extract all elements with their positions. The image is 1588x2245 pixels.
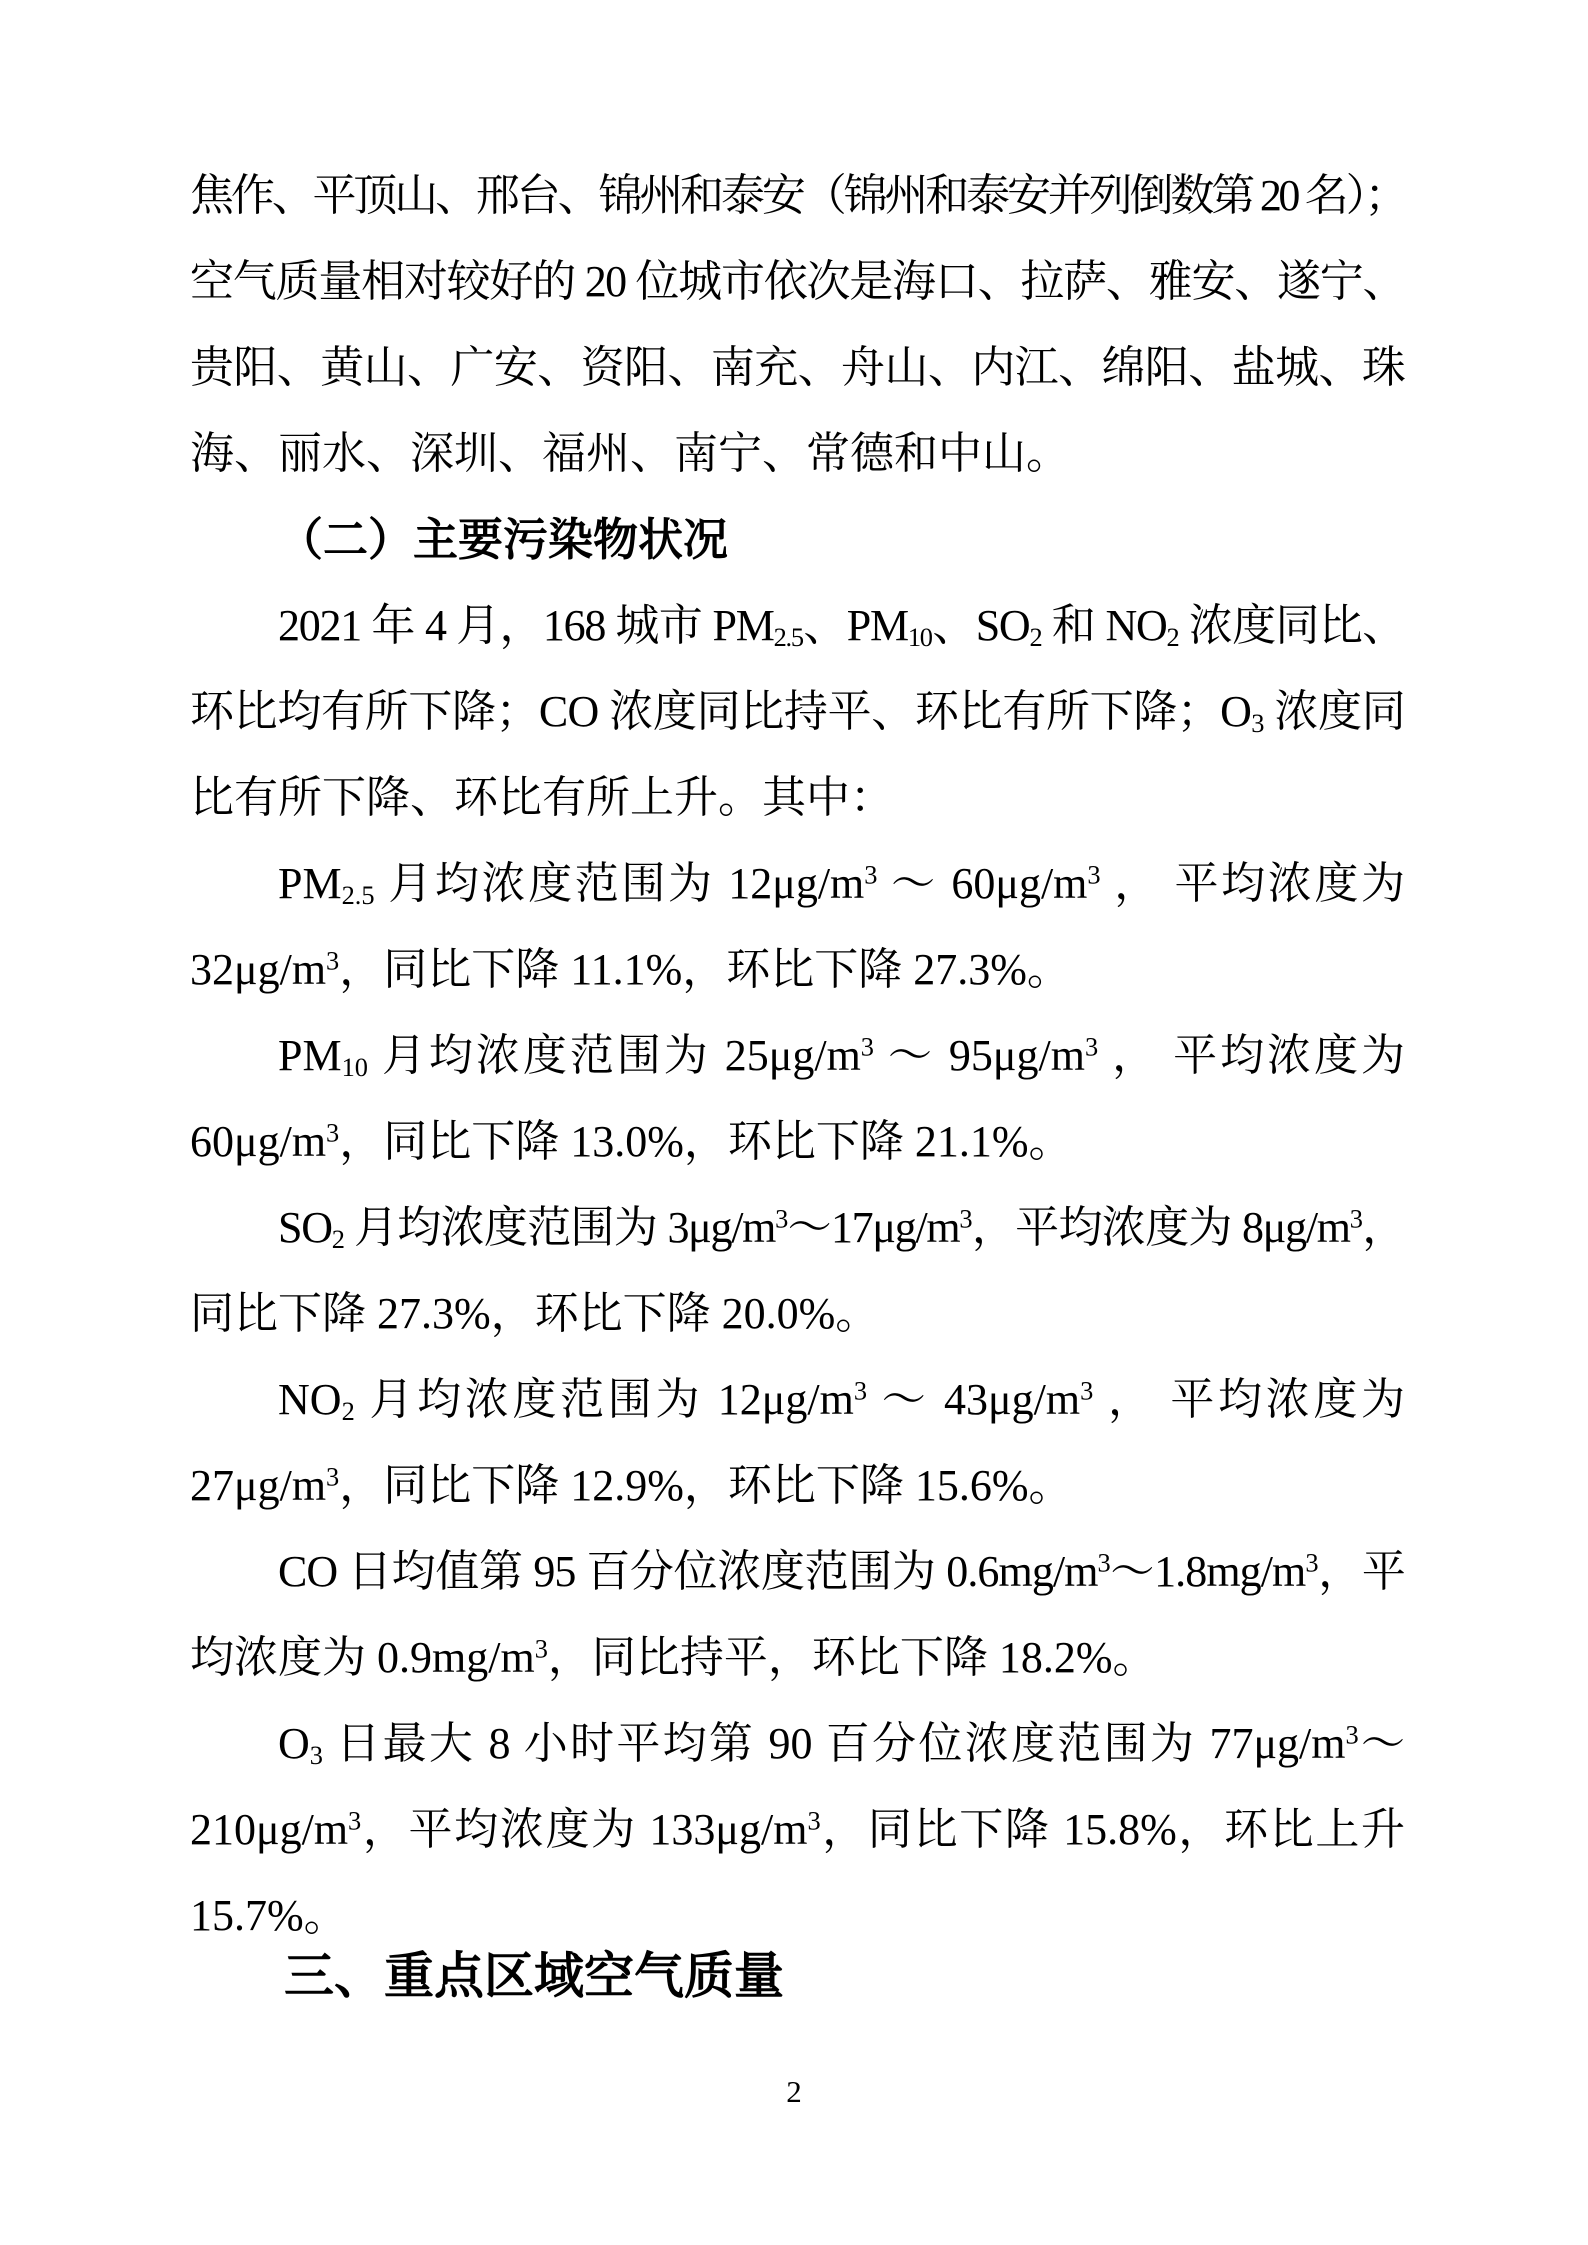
superscript: 3 bbox=[1080, 1375, 1094, 1406]
text-line: 比有所下降、环比有所上升。其中： bbox=[190, 773, 894, 822]
superscript: 3 bbox=[534, 1633, 548, 1664]
text-line: （二）主要污染物状况 bbox=[278, 514, 729, 565]
subscript: 3 bbox=[1251, 707, 1264, 738]
superscript: 3 bbox=[1345, 1719, 1359, 1750]
text-line: $27\mu g/m^3$，同比下降 12.9%，环比下降 15.6%。 bbox=[190, 1461, 1073, 1510]
superscript: 3 bbox=[853, 1375, 868, 1406]
subsection-heading bbox=[190, 497, 1405, 583]
text-line: 空气质量相对较好的 20 位城市依次是海口、拉萨、雅安、遂宁、 bbox=[190, 257, 1405, 306]
superscript: 3 bbox=[959, 1203, 972, 1234]
page-footer bbox=[0, 2072, 1588, 2112]
subscript: 10 bbox=[341, 1051, 368, 1082]
subscript: 2.5 bbox=[773, 621, 803, 652]
document-body bbox=[190, 153, 1405, 2019]
superscript: 3 bbox=[326, 1461, 340, 1492]
superscript: 3 bbox=[860, 1031, 874, 1062]
text-line: $PM_{10}$ 月均浓度范围为 $25\mu g/m^3$ ～ $95\mu g/m^3$ ， 平均浓度为 bbox=[278, 1031, 1405, 1082]
text-line: $32\mu g/m^3$，同比下降 11.1%，环比下降 27.3%。 bbox=[190, 945, 1071, 994]
page-number: 2 bbox=[786, 2074, 802, 2109]
text-line: $PM_{2.5}$ 月均浓度范围为 $12\mu g/m^3$ ～ $60\mu g/m^3$ ， 平均浓度为 bbox=[278, 859, 1405, 910]
paragraph bbox=[190, 1701, 1405, 1959]
subscript: 10 bbox=[907, 621, 932, 652]
text-line: 均浓度为 $0.9mg/m^3$，同比持平，环比下降 18.2%。 bbox=[190, 1633, 1157, 1682]
superscript: 3 bbox=[1097, 1547, 1110, 1578]
paragraph bbox=[190, 1013, 1405, 1185]
text-line: 2021 年 4 月，168 城市 $PM_{2.5}$、$PM_{10}$、$SO_2$ 和 $NO_2$ 浓度同比、 bbox=[278, 601, 1405, 652]
superscript: 3 bbox=[775, 1203, 788, 1234]
superscript: 3 bbox=[1087, 859, 1101, 890]
text-line: 三、重点区域空气质量 bbox=[284, 1948, 784, 2004]
subscript: 2 bbox=[331, 1223, 344, 1254]
superscript: 3 bbox=[1349, 1203, 1362, 1234]
text-line: $210\mu g/m^3$，平均浓度为 $133\mu g/m^3$，同比下降 15.8%，环比上升 bbox=[190, 1805, 1405, 1854]
subscript: 2 bbox=[1166, 621, 1179, 652]
paragraph bbox=[190, 1185, 1405, 1357]
paragraph bbox=[190, 153, 1405, 497]
text-line: 贵阳、黄山、广安、资阳、南充、舟山、内江、绵阳、盐城、珠 bbox=[190, 343, 1405, 392]
text-line: 15.7%。 bbox=[190, 1891, 348, 1940]
superscript: 3 bbox=[1305, 1547, 1318, 1578]
superscript: 3 bbox=[326, 945, 340, 976]
text-line: CO 日均值第 95 百分位浓度范围为 $0.6mg/m^3\sim 1.8mg/m^3$，平 bbox=[278, 1547, 1405, 1596]
superscript: 3 bbox=[864, 859, 878, 890]
text-line: 海、丽水、深圳、福州、南宁、常德和中山。 bbox=[190, 429, 1070, 478]
subscript: 2 bbox=[1029, 621, 1042, 652]
text-line: $O_3$ 日最大 8 小时平均第 90 百分位浓度范围为 $77\mu g/m^3\sim$ bbox=[278, 1719, 1405, 1770]
subscript: 3 bbox=[309, 1739, 323, 1770]
text-line: 焦作、平顶山、邢台、锦州和泰安（锦州和泰安并列倒数第 20 名）； bbox=[190, 171, 1405, 220]
subscript: 2.5 bbox=[341, 879, 375, 910]
superscript: 3 bbox=[326, 1117, 340, 1148]
text-line: $60\mu g/m^3$，同比下降 13.0%，环比下降 21.1%。 bbox=[190, 1117, 1073, 1166]
text-line: 环比均有所下降；CO 浓度同比持平、环比有所下降；$O_3$ 浓度同 bbox=[190, 687, 1405, 738]
subscript: 2 bbox=[341, 1395, 355, 1426]
paragraph bbox=[190, 1357, 1405, 1529]
superscript: 3 bbox=[807, 1805, 821, 1836]
paragraph bbox=[190, 1529, 1405, 1701]
superscript: 3 bbox=[1084, 1031, 1099, 1062]
text-line: 同比下降 27.3%，环比下降 20.0%。 bbox=[190, 1289, 880, 1338]
superscript: 3 bbox=[348, 1805, 362, 1836]
text-line: $NO_2$ 月均浓度范围为 $12\mu g/m^3$ ～ $43\mu g/m^3$ ， 平均浓度为 bbox=[278, 1375, 1406, 1426]
section-heading bbox=[190, 1933, 1405, 2019]
text-line: $SO_2$ 月均浓度范围为 $3\mu g/m^3\sim 17\mu g/m^3$，平均浓度为 $8\mu g/m^3$， bbox=[278, 1203, 1405, 1254]
paragraph bbox=[190, 841, 1405, 1013]
paragraph bbox=[190, 583, 1405, 841]
